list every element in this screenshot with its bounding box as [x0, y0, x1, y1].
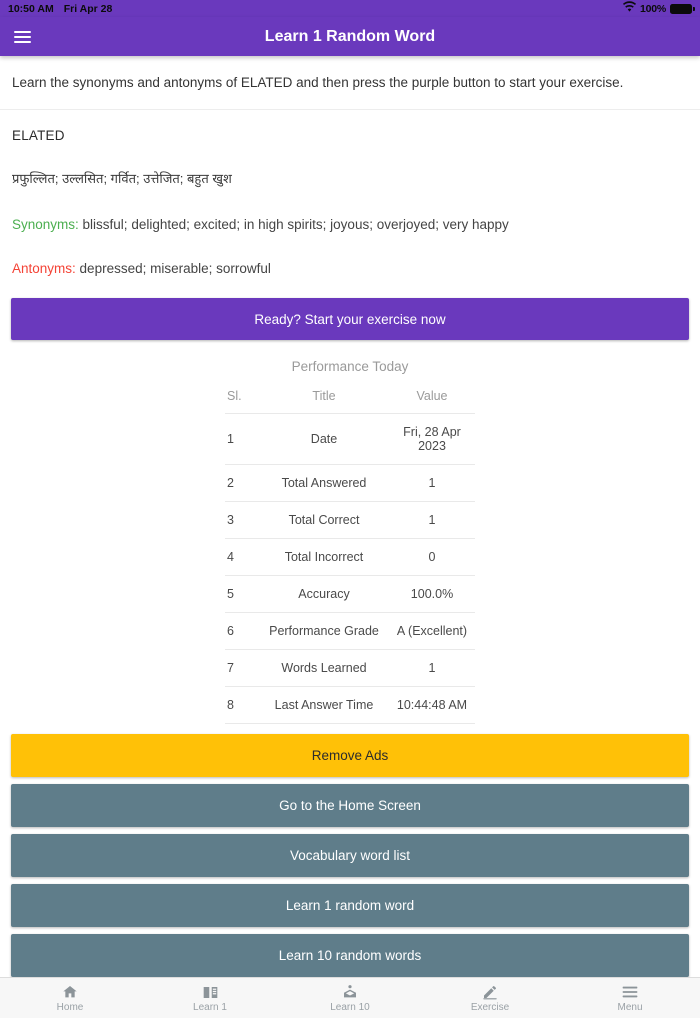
table-row	[225, 539, 475, 576]
instruction-text: Learn the synonyms and antonyms of ELATED and then press the purple button to start your exercise.	[0, 56, 700, 110]
pencil-icon	[482, 984, 499, 1001]
start-exercise-button[interactable]: Ready? Start your exercise now	[11, 298, 689, 340]
wifi-icon	[623, 2, 636, 15]
battery-percent: 100%	[639, 2, 666, 15]
graduation-cap-icon	[342, 984, 359, 1001]
action-button-remove-ads[interactable]: Remove Ads	[11, 734, 689, 777]
cell-value: 10:44:48 AM	[389, 687, 475, 724]
action-button-go-to-the-home-screen[interactable]: Go to the Home Screen	[11, 784, 689, 827]
cell-title: Total Correct	[259, 502, 389, 539]
status-bar	[0, 0, 700, 17]
cell-value: 100.0%	[389, 576, 475, 613]
cell-value: A (Excellent)	[389, 613, 475, 650]
performance-title: Performance Today	[291, 359, 409, 375]
cell-value: 1	[389, 502, 475, 539]
word-headword: ELATED	[12, 128, 65, 144]
open-book-icon	[202, 984, 219, 1001]
nav-item-learn-1[interactable]	[140, 978, 280, 1019]
nav-item-menu[interactable]	[560, 978, 700, 1019]
cell-value: Fri, 28 Apr 2023	[389, 414, 475, 465]
cell-sl: 4	[225, 539, 259, 576]
main-content	[0, 56, 700, 977]
table-row	[225, 576, 475, 613]
cell-title: Total Incorrect	[259, 539, 389, 576]
word-translation: प्रफुल्लित; उल्लसित; गर्वित; उत्तेजित; बहुत खुश	[12, 171, 232, 187]
status-time: 10:50 AM	[8, 2, 54, 15]
cell-title: Total Answered	[259, 465, 389, 502]
cell-sl: 1	[225, 414, 259, 465]
cell-sl: 3	[225, 502, 259, 539]
antonyms-value: depressed; miserable; sorrowful	[79, 261, 271, 277]
table-header-row	[225, 389, 475, 414]
cell-title: Date	[259, 414, 389, 465]
nav-item-exercise[interactable]	[420, 978, 560, 1019]
cell-sl: 7	[225, 650, 259, 687]
action-buttons	[0, 724, 700, 977]
performance-table-body	[225, 414, 475, 724]
nav-item-label: Learn 1	[193, 1001, 227, 1013]
performance-section	[0, 340, 700, 724]
start-exercise-wrap	[0, 276, 700, 340]
action-button-learn-10-random-words[interactable]: Learn 10 random words	[11, 934, 689, 977]
page-title: Learn 1 Random Word	[264, 27, 436, 45]
table-row	[225, 414, 475, 465]
nav-item-label: Learn 10	[330, 1001, 370, 1013]
synonyms-row	[12, 217, 688, 232]
antonyms-label: Antonyms:	[12, 261, 76, 277]
column-header-title: Title	[312, 389, 336, 404]
action-button-vocabulary-word-list[interactable]: Vocabulary word list	[11, 834, 689, 877]
nav-item-label: Exercise	[470, 1001, 510, 1013]
table-row	[225, 502, 475, 539]
cell-value: 0	[389, 539, 475, 576]
cell-value: 1	[389, 465, 475, 502]
action-button-learn-1-random-word[interactable]: Learn 1 random word	[11, 884, 689, 927]
status-date: Fri Apr 28	[63, 2, 113, 15]
status-bar-right	[623, 2, 692, 15]
hamburger-menu-icon[interactable]	[0, 17, 44, 56]
cell-title: Accuracy	[259, 576, 389, 613]
table-row	[225, 465, 475, 502]
cell-sl: 2	[225, 465, 259, 502]
column-header-sl: Sl.	[227, 389, 242, 404]
antonyms-row	[12, 261, 688, 276]
table-row	[225, 613, 475, 650]
synonyms-value: blissful; delighted; excited; in high spirits; joyous; overjoyed; very happy	[82, 217, 509, 233]
nav-item-home[interactable]	[0, 978, 140, 1019]
table-row	[225, 687, 475, 724]
bottom-navigation	[0, 977, 700, 1018]
cell-title: Performance Grade	[259, 613, 389, 650]
nav-item-label: Menu	[617, 1001, 643, 1013]
synonyms-label: Synonyms:	[12, 217, 79, 233]
nav-item-label: Home	[56, 1001, 84, 1013]
word-block	[0, 110, 700, 276]
column-header-value: Value	[416, 389, 448, 404]
status-bar-left	[8, 3, 112, 15]
cell-title: Words Learned	[259, 650, 389, 687]
home-icon	[62, 984, 79, 1001]
performance-table	[225, 389, 475, 724]
hamburger-menu-icon	[622, 984, 639, 1001]
cell-value: 1	[389, 650, 475, 687]
nav-item-learn-10[interactable]	[280, 978, 420, 1019]
cell-sl: 6	[225, 613, 259, 650]
battery-full-icon	[670, 4, 692, 14]
table-row	[225, 650, 475, 687]
cell-sl: 8	[225, 687, 259, 724]
cell-title: Last Answer Time	[259, 687, 389, 724]
cell-sl: 5	[225, 576, 259, 613]
app-bar	[0, 17, 700, 56]
